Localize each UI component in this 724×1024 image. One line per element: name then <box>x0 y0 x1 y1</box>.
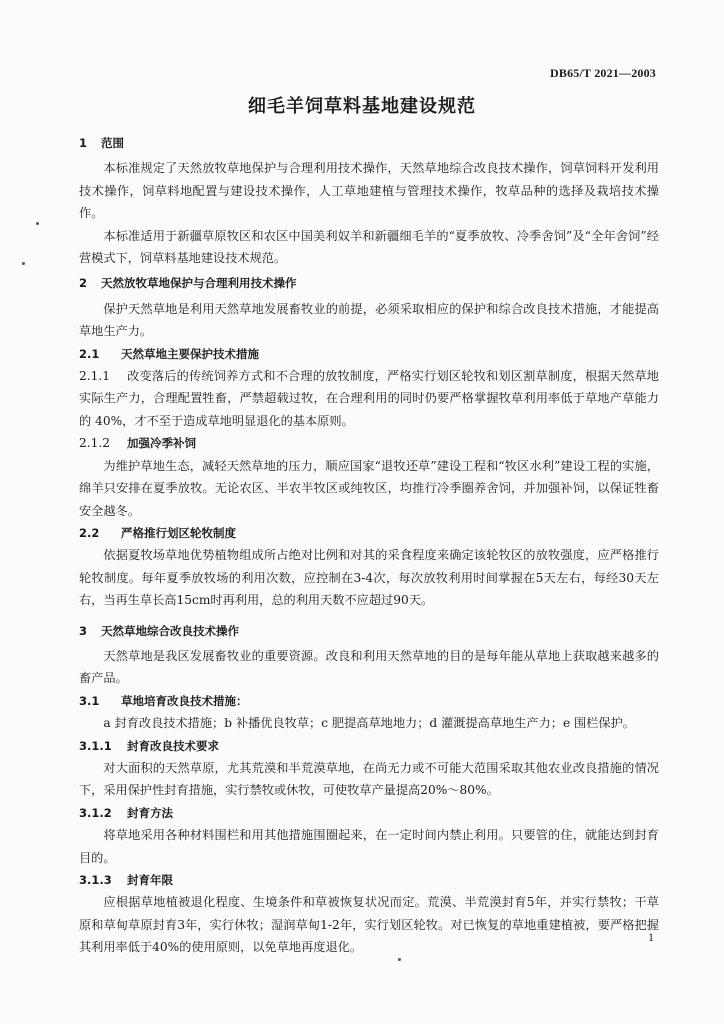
paragraph: 依据夏牧场草地优势植物组成所占绝对比例和对其的采食程度来确定该轮牧区的放牧强度，应严格推行轮牧制度。每年夏季放牧场的利用次数，应控制在3-4次，每次放牧利用时间掌握在5天左右，每经30天左右，当再生草长高15cm时再利用，总的利用天数不应超过90天。 <box>79 548 659 608</box>
subsection-heading-2-1-2: 2.1.2 加强冷季补饲 <box>79 436 196 451</box>
scan-speck <box>22 262 25 265</box>
paragraph: 应根据草地植被退化程度、生境条件和草被恢复状况而定。荒漠、半荒漠封育5年，并实行禁牧；干草原和草甸草原封育3年，实行休牧；湿润草甸1-2年，实行划区轮牧。对已恢复的草地重建植被，要严格把握其利用率低于40%的使用原则，以免草地再度退化。 <box>79 895 659 955</box>
paragraph: 对大面积的天然草原，尤其荒漠和半荒漠草地，在尚无力或不可能大范围采取其他农业改良措施的情况下，采用保护性封育措施，实行禁牧或休牧，可使牧草产量提高20%～80%。 <box>79 760 659 798</box>
paragraph: 本标准适用于新疆草原牧区和农区中国美利奴羊和新疆细毛羊的“夏季放牧、冷季舍饲”及“全年舍饲”经营模式下，饲草料基地建设技术规范。 <box>79 228 659 266</box>
scan-speck <box>398 958 401 961</box>
section-heading-3: 3 天然草地综合改良技术操作 <box>79 623 239 638</box>
document-body <box>79 132 659 959</box>
subsection-heading-3-1-2: 3.1.2 封育方法 <box>79 805 173 820</box>
section-heading-1: 1 范围 <box>79 136 124 150</box>
subsection-heading-3-1: 3.1 草地培育改良技术措施： <box>79 693 248 708</box>
page-title: 细毛羊饲草料基地建设规范 <box>248 96 476 117</box>
paragraph: 将草地采用各种材料围栏和用其他措施围圈起来，在一定时间内禁止利用。只要管的住，就能达到封育目的。 <box>79 828 659 865</box>
subsection-heading-2-2: 2.2 严格推行划区轮牧制度 <box>79 525 236 540</box>
paragraph: 本标准规定了天然放牧草地保护与合理利用技术操作，天然草地综合改良技术操作，饲草饲料开发利用技术操作，饲草料地配置与建设技术操作，人工草地建植与管理技术操作，牧草品种的选择及栽培技术操作。 <box>79 161 659 221</box>
subsection-heading-2-1: 2.1 天然草地主要保护技术措施 <box>79 346 259 361</box>
paragraph: a 封育改良技术措施；b 补播优良牧草；c 肥提高草地地力；d 灌溉提高草地生产力；e 围栏保护。 <box>103 716 635 731</box>
section-heading-2: 2 天然放牧草地保护与合理利用技术操作 <box>79 276 297 291</box>
page-number: 1 <box>648 930 654 944</box>
paragraph: 为维护草地生态，减轻天然草地的压力，顺应国家“退牧还草”建设工程和“牧区水利”建设工程的实施，绵羊只安排在夏季放牧。无论农区、半农半牧区或纯牧区，均推行冷季圈养舍饲，并加强补饲，以保证牲畜安全越冬。 <box>79 458 659 518</box>
standard-code: DB65/T 2021—2003 <box>550 66 656 80</box>
paragraph: 天然草地是我区发展畜牧业的重要资源。改良和利用天然草地的目的是每年能从草地上获取越来越多的畜产品。 <box>79 648 659 686</box>
scan-speck <box>36 222 39 225</box>
subsection-heading-3-1-3: 3.1.3 封育年限 <box>79 873 173 887</box>
paragraph: 保护天然草地是利用天然草地发展畜牧业的前提，必须采取相应的保护和综合改良技术措施，才能提高草地生产力。 <box>79 301 659 339</box>
numbered-paragraph-2-1-1: 2.1.1 改变落后的传统饲养方式和不合理的放牧制度，严格实行划区轮牧和划区割草制度，根据天然草地实际生产力，合理配置牲畜，严禁超载过牧，在合理利用的同时仍要严格掌握牧草利用率低于草地产草能力的 40%，才不至于造成草地明显退化的基本原则。 <box>79 369 659 428</box>
subsection-heading-3-1-1: 3.1.1 封育改良技术要求 <box>79 738 219 753</box>
